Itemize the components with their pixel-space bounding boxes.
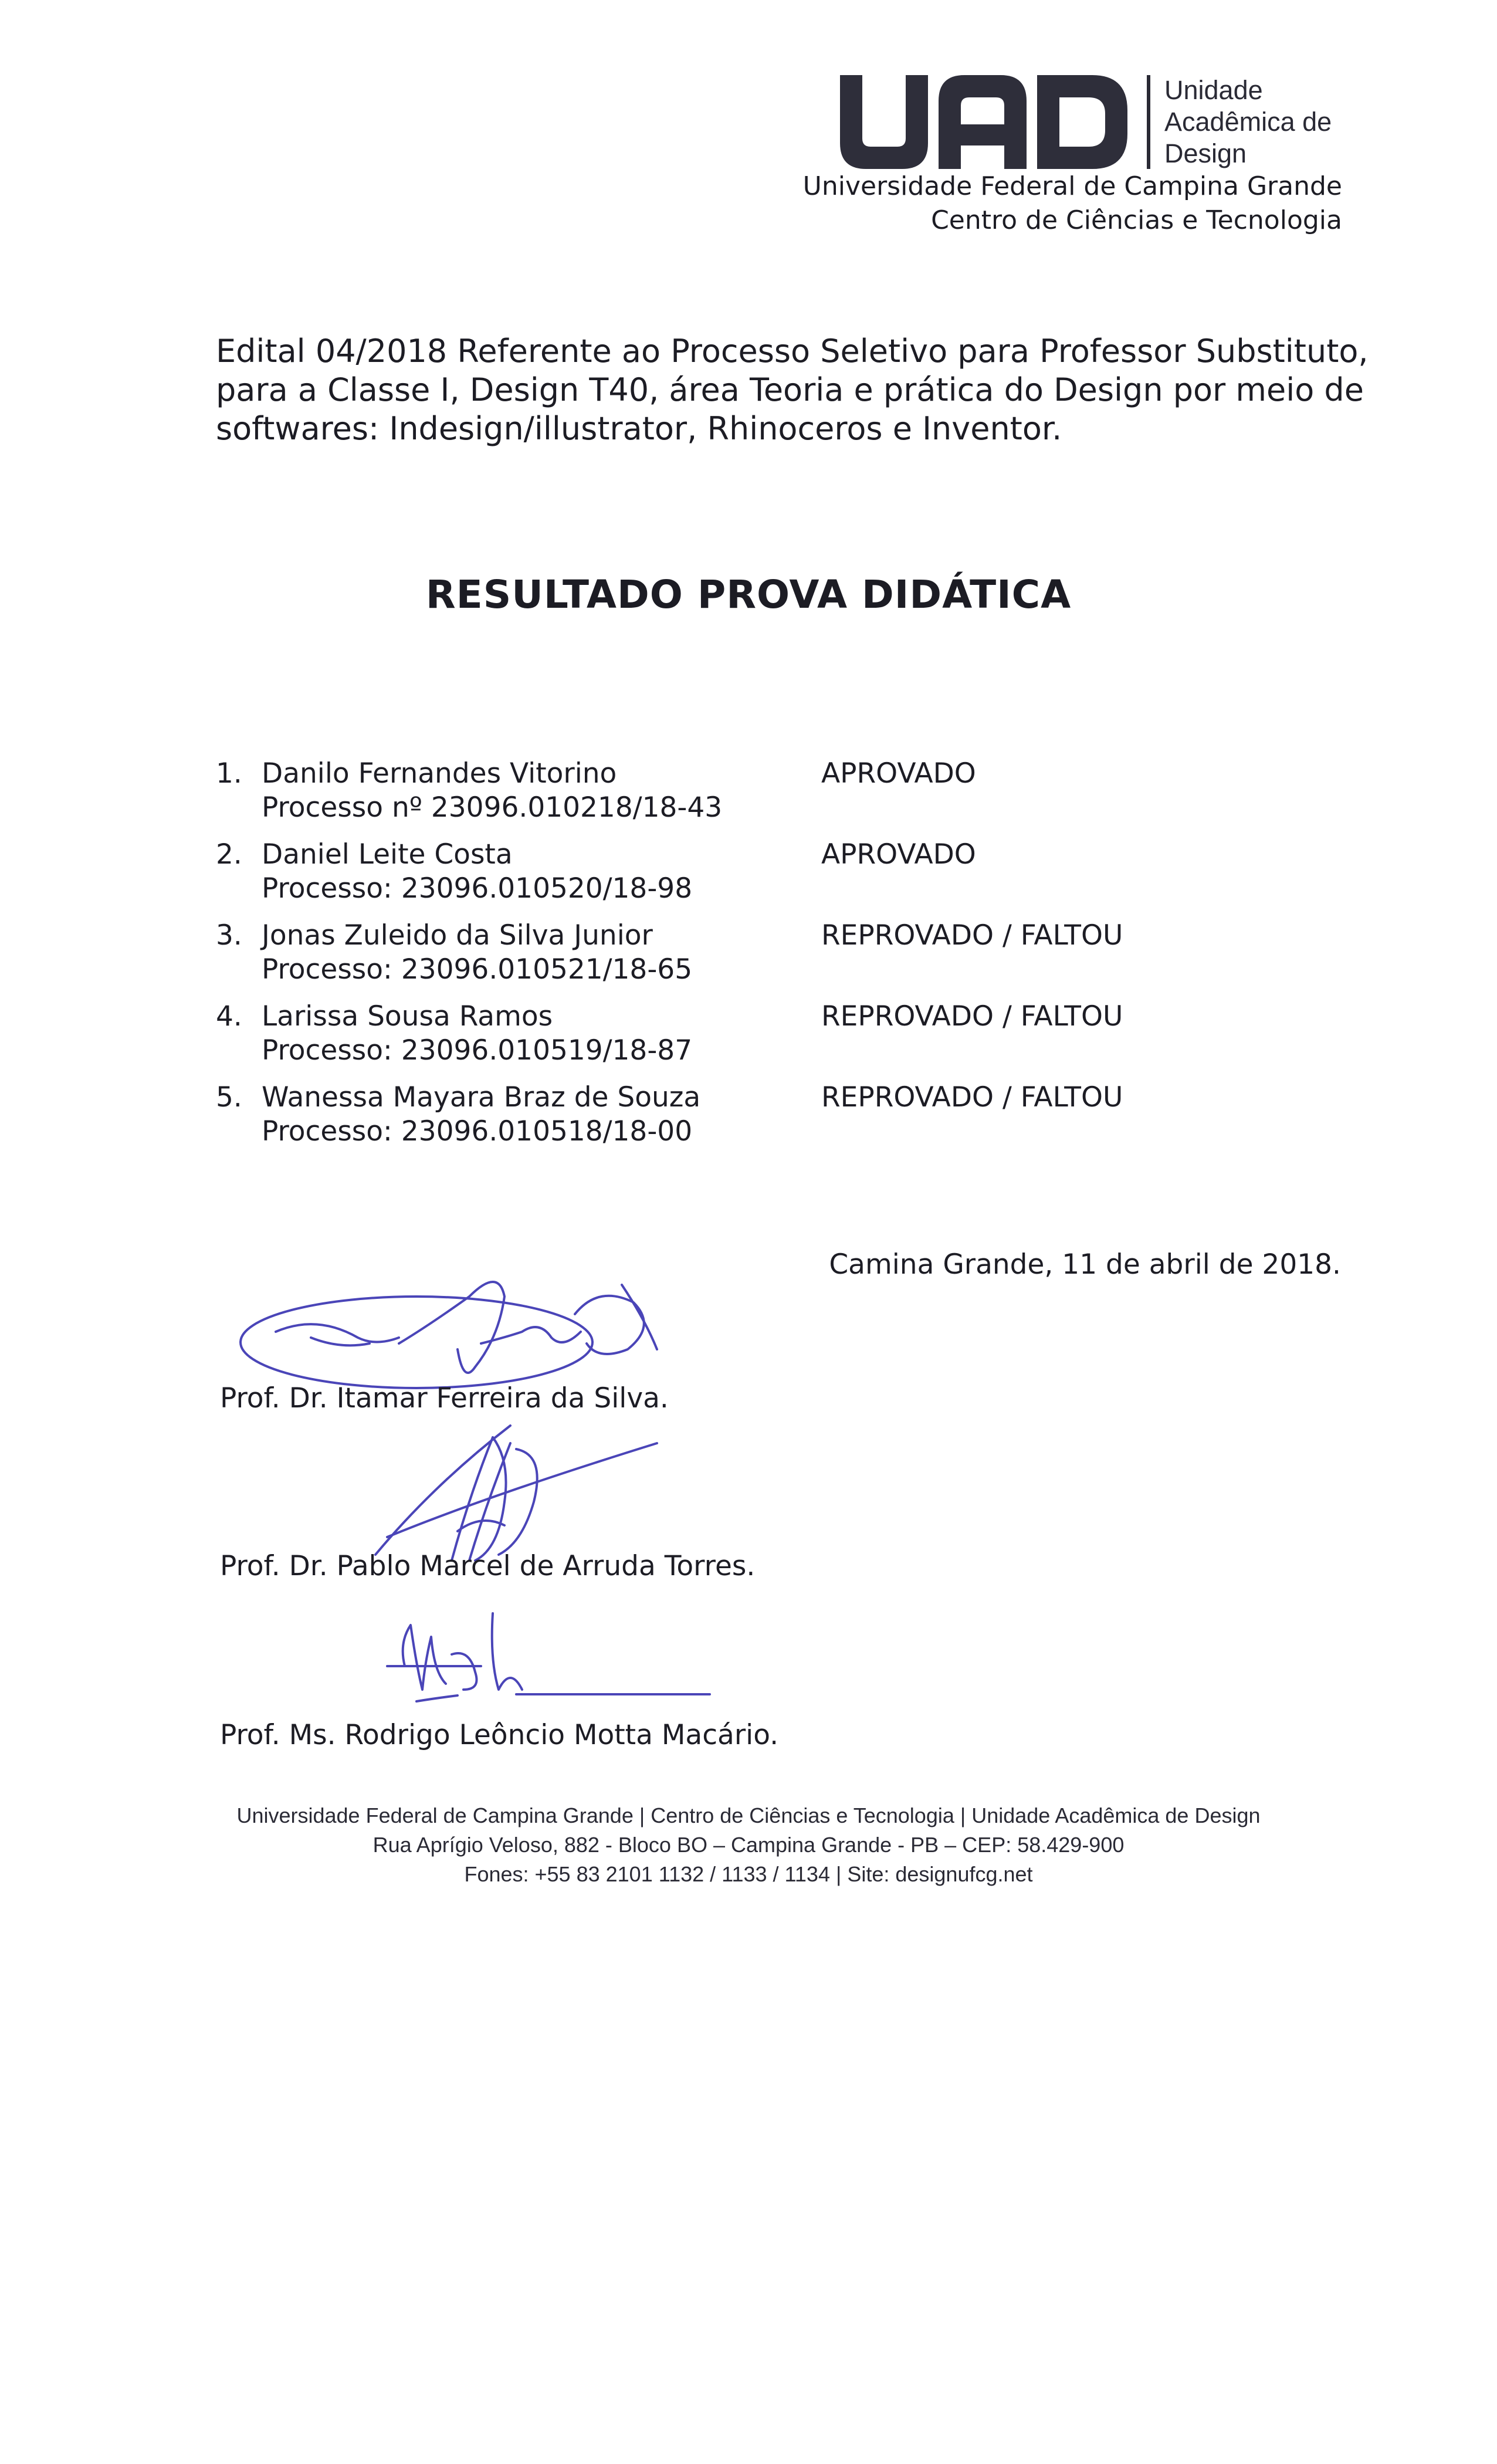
footer-line-2: Rua Aprígio Veloso, 882 - Bloco BO – Campina Grande - PB – CEP: 58.429-900 [372, 1833, 1125, 1857]
edital-line: para a Classe I, Design T40, área Teoria e prática do Design por meio de [216, 371, 1364, 408]
candidate-result: REPROVADO / FALTOU [821, 919, 1123, 952]
logo-word-academica: Acadêmica de [1164, 107, 1332, 137]
candidate-process: Processo: 23096.010518/18-00 [262, 1115, 693, 1148]
header-center: Centro de Ciências e Tecnologia [931, 205, 1342, 235]
candidate-result: APROVADO [821, 757, 976, 790]
candidate-number: 4. [216, 1000, 242, 1033]
logo-divider [1147, 75, 1150, 169]
candidate-process: Processo: 23096.010520/18-98 [262, 872, 693, 905]
candidate-number: 1. [216, 757, 242, 790]
header-university: Universidade Federal de Campina Grande [802, 171, 1342, 201]
edital-line: Edital 04/2018 Referente ao Processo Seletivo para Professor Substituto, [216, 333, 1369, 370]
date-line: Camina Grande, 11 de abril de 2018. [829, 1248, 1341, 1281]
candidate-process: Processo nº 23096.010218/18-43 [262, 791, 723, 824]
candidate-result: REPROVADO / FALTOU [821, 1081, 1123, 1113]
candidate-name: Daniel Leite Costa [262, 838, 513, 871]
candidate-number: 5. [216, 1081, 242, 1113]
candidate-number: 3. [216, 919, 242, 952]
candidate-name: Larissa Sousa Ramos [262, 1000, 553, 1033]
candidate-process: Processo: 23096.010521/18-65 [262, 953, 693, 986]
signature-rodrigo [328, 1602, 739, 1725]
edital-paragraph [216, 332, 1369, 448]
candidate-result: REPROVADO / FALTOU [821, 1000, 1123, 1033]
candidate-name: Jonas Zuleido da Silva Junior [262, 919, 653, 952]
logo-word-unidade: Unidade [1164, 75, 1263, 105]
signatory-name: Prof. Ms. Rodrigo Leôncio Motta Macário. [220, 1719, 779, 1751]
logo-word-design: Design [1164, 138, 1247, 168]
uad-logo-mark [840, 75, 1127, 169]
document-title: RESULTADO PROVA DIDÁTICA [425, 572, 1072, 617]
footer-line-3: Fones: +55 83 2101 1132 / 1133 / 1134 | Site: designufcg.net [464, 1862, 1033, 1886]
candidate-name: Danilo Fernandes Vitorino [262, 757, 617, 790]
candidate-process: Processo: 23096.010519/18-87 [262, 1034, 693, 1067]
signatory-name: Prof. Dr. Pablo Marcel de Arruda Torres. [220, 1550, 756, 1582]
candidate-number: 2. [216, 838, 242, 871]
footer-line-1: Universidade Federal de Campina Grande | Centro de Ciências e Tecnologia | Unidade Acadêmica de Design [236, 1803, 1261, 1827]
edital-line: softwares: Indesign/illustrator, Rhinoceros e Inventor. [216, 410, 1062, 447]
candidate-name: Wanessa Mayara Braz de Souza [262, 1081, 701, 1113]
signatory-name: Prof. Dr. Itamar Ferreira da Silva. [220, 1382, 669, 1414]
candidate-result: APROVADO [821, 838, 976, 871]
